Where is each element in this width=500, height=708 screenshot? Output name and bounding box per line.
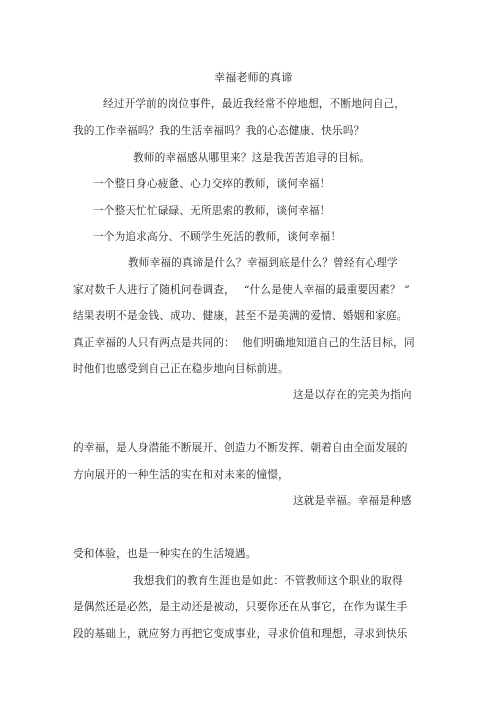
text-line: 真正幸福的人只有两点是共同的： 他们明确地知道自己的生活目标，同	[73, 337, 415, 349]
text-line: 一个整天忙忙碌碌、无所思索的教师，谈何幸福！	[93, 205, 331, 217]
text-line: 教师幸福的真谛是什么？幸福到底是什么？曾经有心理学	[128, 257, 398, 269]
text-line: 受和体验，也是一种实在的生活境遇。	[73, 548, 257, 560]
text-line: 一个为追求高分、不顾学生死活的教师，谈何幸福！	[93, 231, 342, 243]
text-line: 教师的幸福感从哪里来？这是我苦苦追寻的目标。	[133, 152, 371, 164]
text-line: 这是以存在的完美为指向	[293, 389, 412, 401]
text-line: 是偶然还是必然，是主动还是被动，只要你还在从事它，在作为谋生手	[73, 601, 408, 613]
document-title: 幸福老师的真谛	[214, 71, 293, 84]
text-line: 我想我们的教育生涯也是如此：不管教师这个职业的取得	[133, 575, 403, 587]
text-line: 这就是幸福。幸福是种感	[293, 495, 412, 507]
text-line: 家对数千人进行了随机问卷调查，	[73, 284, 235, 296]
text-line: 段的基础上，就应努力再把它变成事业，寻求价值和理想，寻求到快乐	[73, 628, 408, 640]
text-line: 经过开学前的岗位事件，最近我经常不停地想，不断地问自己，	[103, 98, 406, 110]
text-line: 的幸福，是人身潜能不断展开、创造力不断发挥、朝着自由全面发展的	[73, 442, 408, 454]
text-line: 一个整日身心疲惫、心力交瘁的教师，谈何幸福！	[93, 178, 331, 190]
text-line: 方向展开的一种生活的实在和对未来的憧憬，	[73, 469, 289, 481]
text-line: 时他们也感受到自己正在稳步地向目标前进。	[73, 363, 289, 375]
text-line: 我的工作幸福吗？我的生活幸福吗？我的心态健康、快乐吗？	[73, 125, 365, 137]
text-line-quote: “什么是使人幸福的最重要因素？ ”	[244, 284, 410, 296]
text-line: 结果表明不是金钱、成功、健康，甚至不是美满的爱情、婚姻和家庭。	[73, 310, 408, 322]
